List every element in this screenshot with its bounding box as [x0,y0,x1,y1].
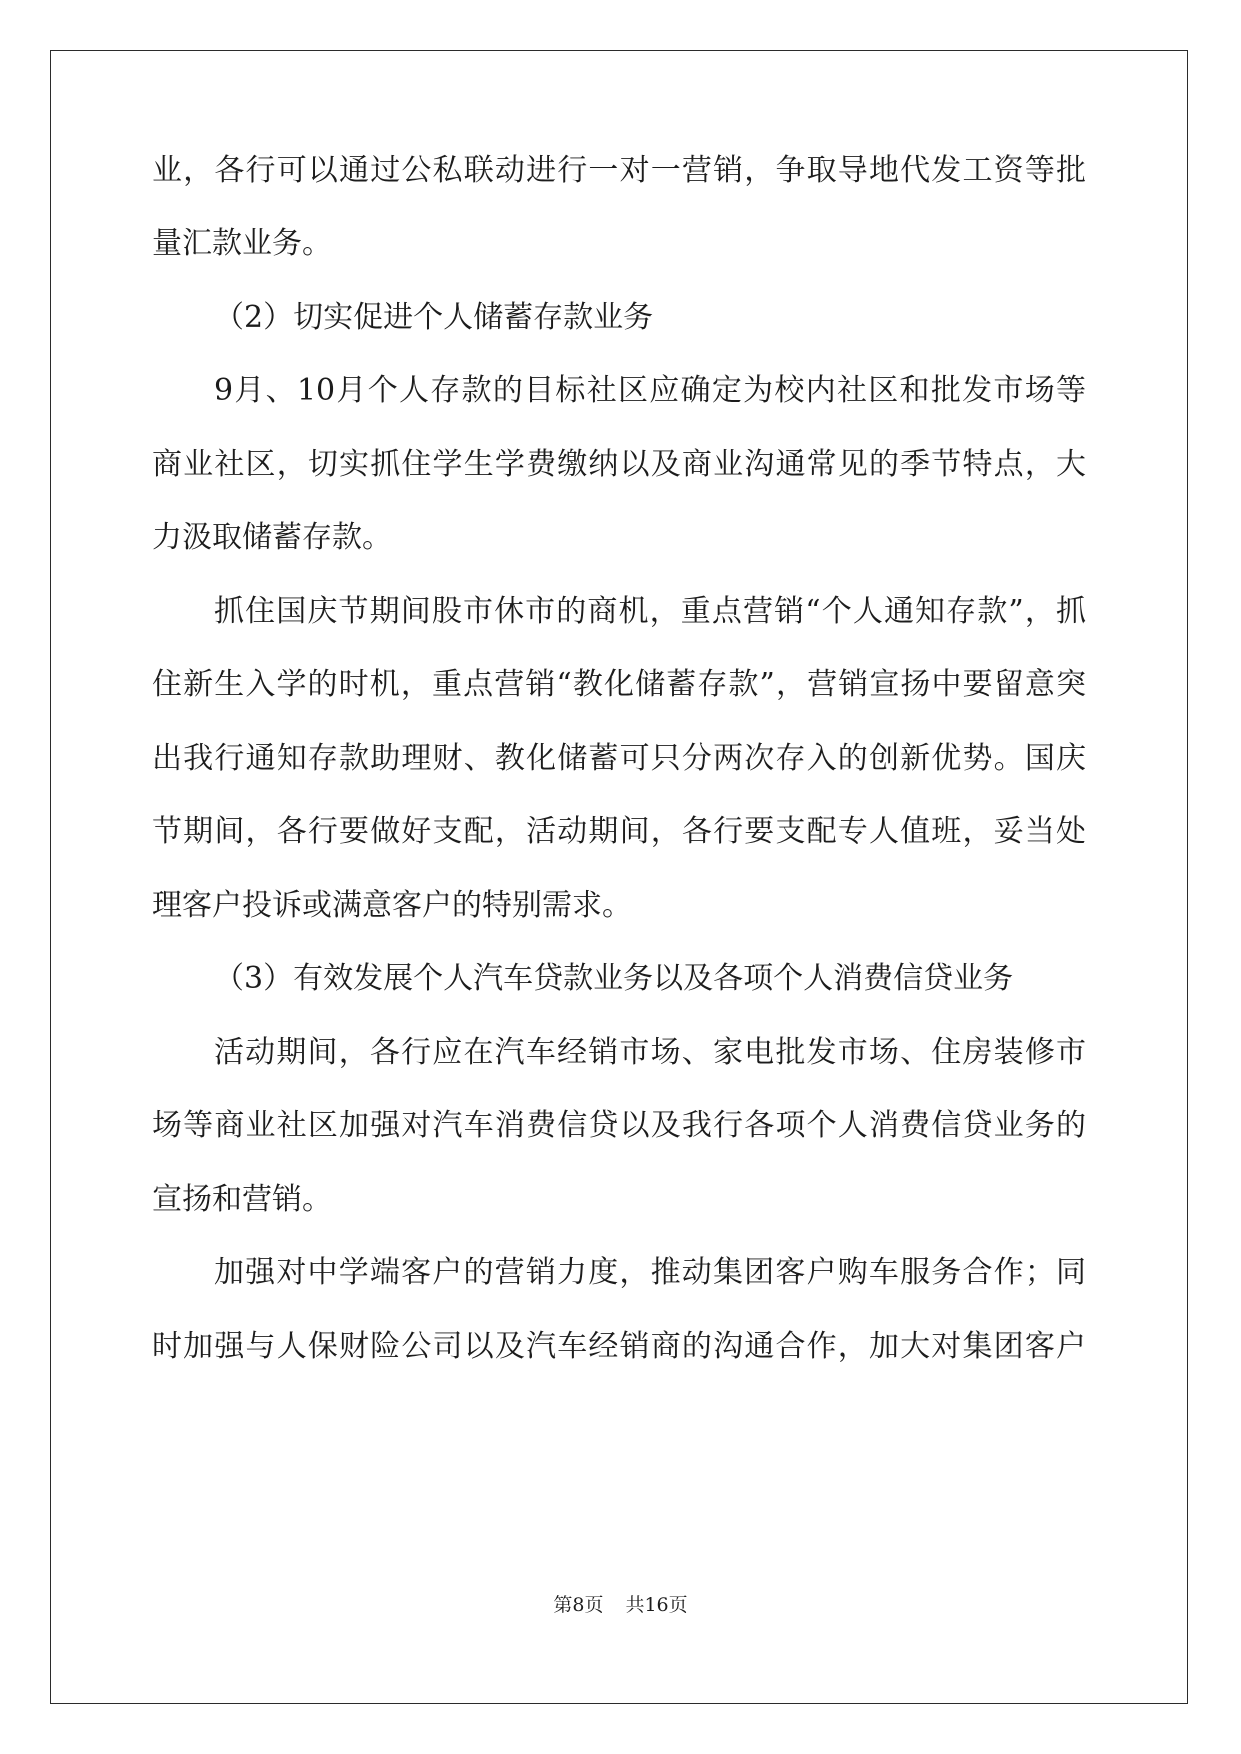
page-number: 第8页 [553,1594,604,1616]
body-text-line: 9月、10月个人存款的目标社区应确定为校内社区和批发市场等 [214,373,1086,408]
body-text-line: 出我行通知存款助理财、教化储蓄可只分两次存入的创新优势。国庆 [152,741,1086,776]
body-text-line: 理客户投诉或满意客户的特别需求。 [152,888,632,923]
body-text-line: 宣扬和营销。 [152,1182,332,1217]
body-text-line: 住新生入学的时机，重点营销“教化储蓄存款”，营销宣扬中要留意突 [152,667,1086,702]
section-heading: （3）有效发展个人汽车贷款业务以及各项个人消费信贷业务 [214,961,1014,996]
body-text-line: 力汲取储蓄存款。 [152,520,392,555]
body-text-line: 量汇款业务。 [152,226,332,261]
body-text-line: 加强对中学端客户的营销力度，推动集团客户购车服务合作；同 [214,1255,1086,1290]
page-total: 共16页 [625,1594,688,1616]
body-text-line: 业，各行可以通过公私联动进行一对一营销，争取导地代发工资等批 [152,153,1086,188]
body-text-line: 活动期间，各行应在汽车经销市场、家电批发市场、住房装修市 [214,1035,1086,1070]
body-text-line: 场等商业社区加强对汽车消费信贷以及我行各项个人消费信贷业务的 [152,1108,1086,1143]
section-heading: （2）切实促进个人储蓄存款业务 [214,300,654,335]
body-text-line: 节期间，各行要做好支配，活动期间，各行要支配专人值班，妥当处 [152,814,1086,849]
body-text-line: 商业社区，切实抓住学生学费缴纳以及商业沟通常见的季节特点，大 [152,447,1086,482]
body-text-line: 时加强与人保财险公司以及汽车经销商的沟通合作，加大对集团客户 [152,1329,1086,1364]
page-footer [0,1592,1241,1618]
body-text-line: 抓住国庆节期间股市休市的商机，重点营销“个人通知存款”，抓 [214,594,1086,629]
